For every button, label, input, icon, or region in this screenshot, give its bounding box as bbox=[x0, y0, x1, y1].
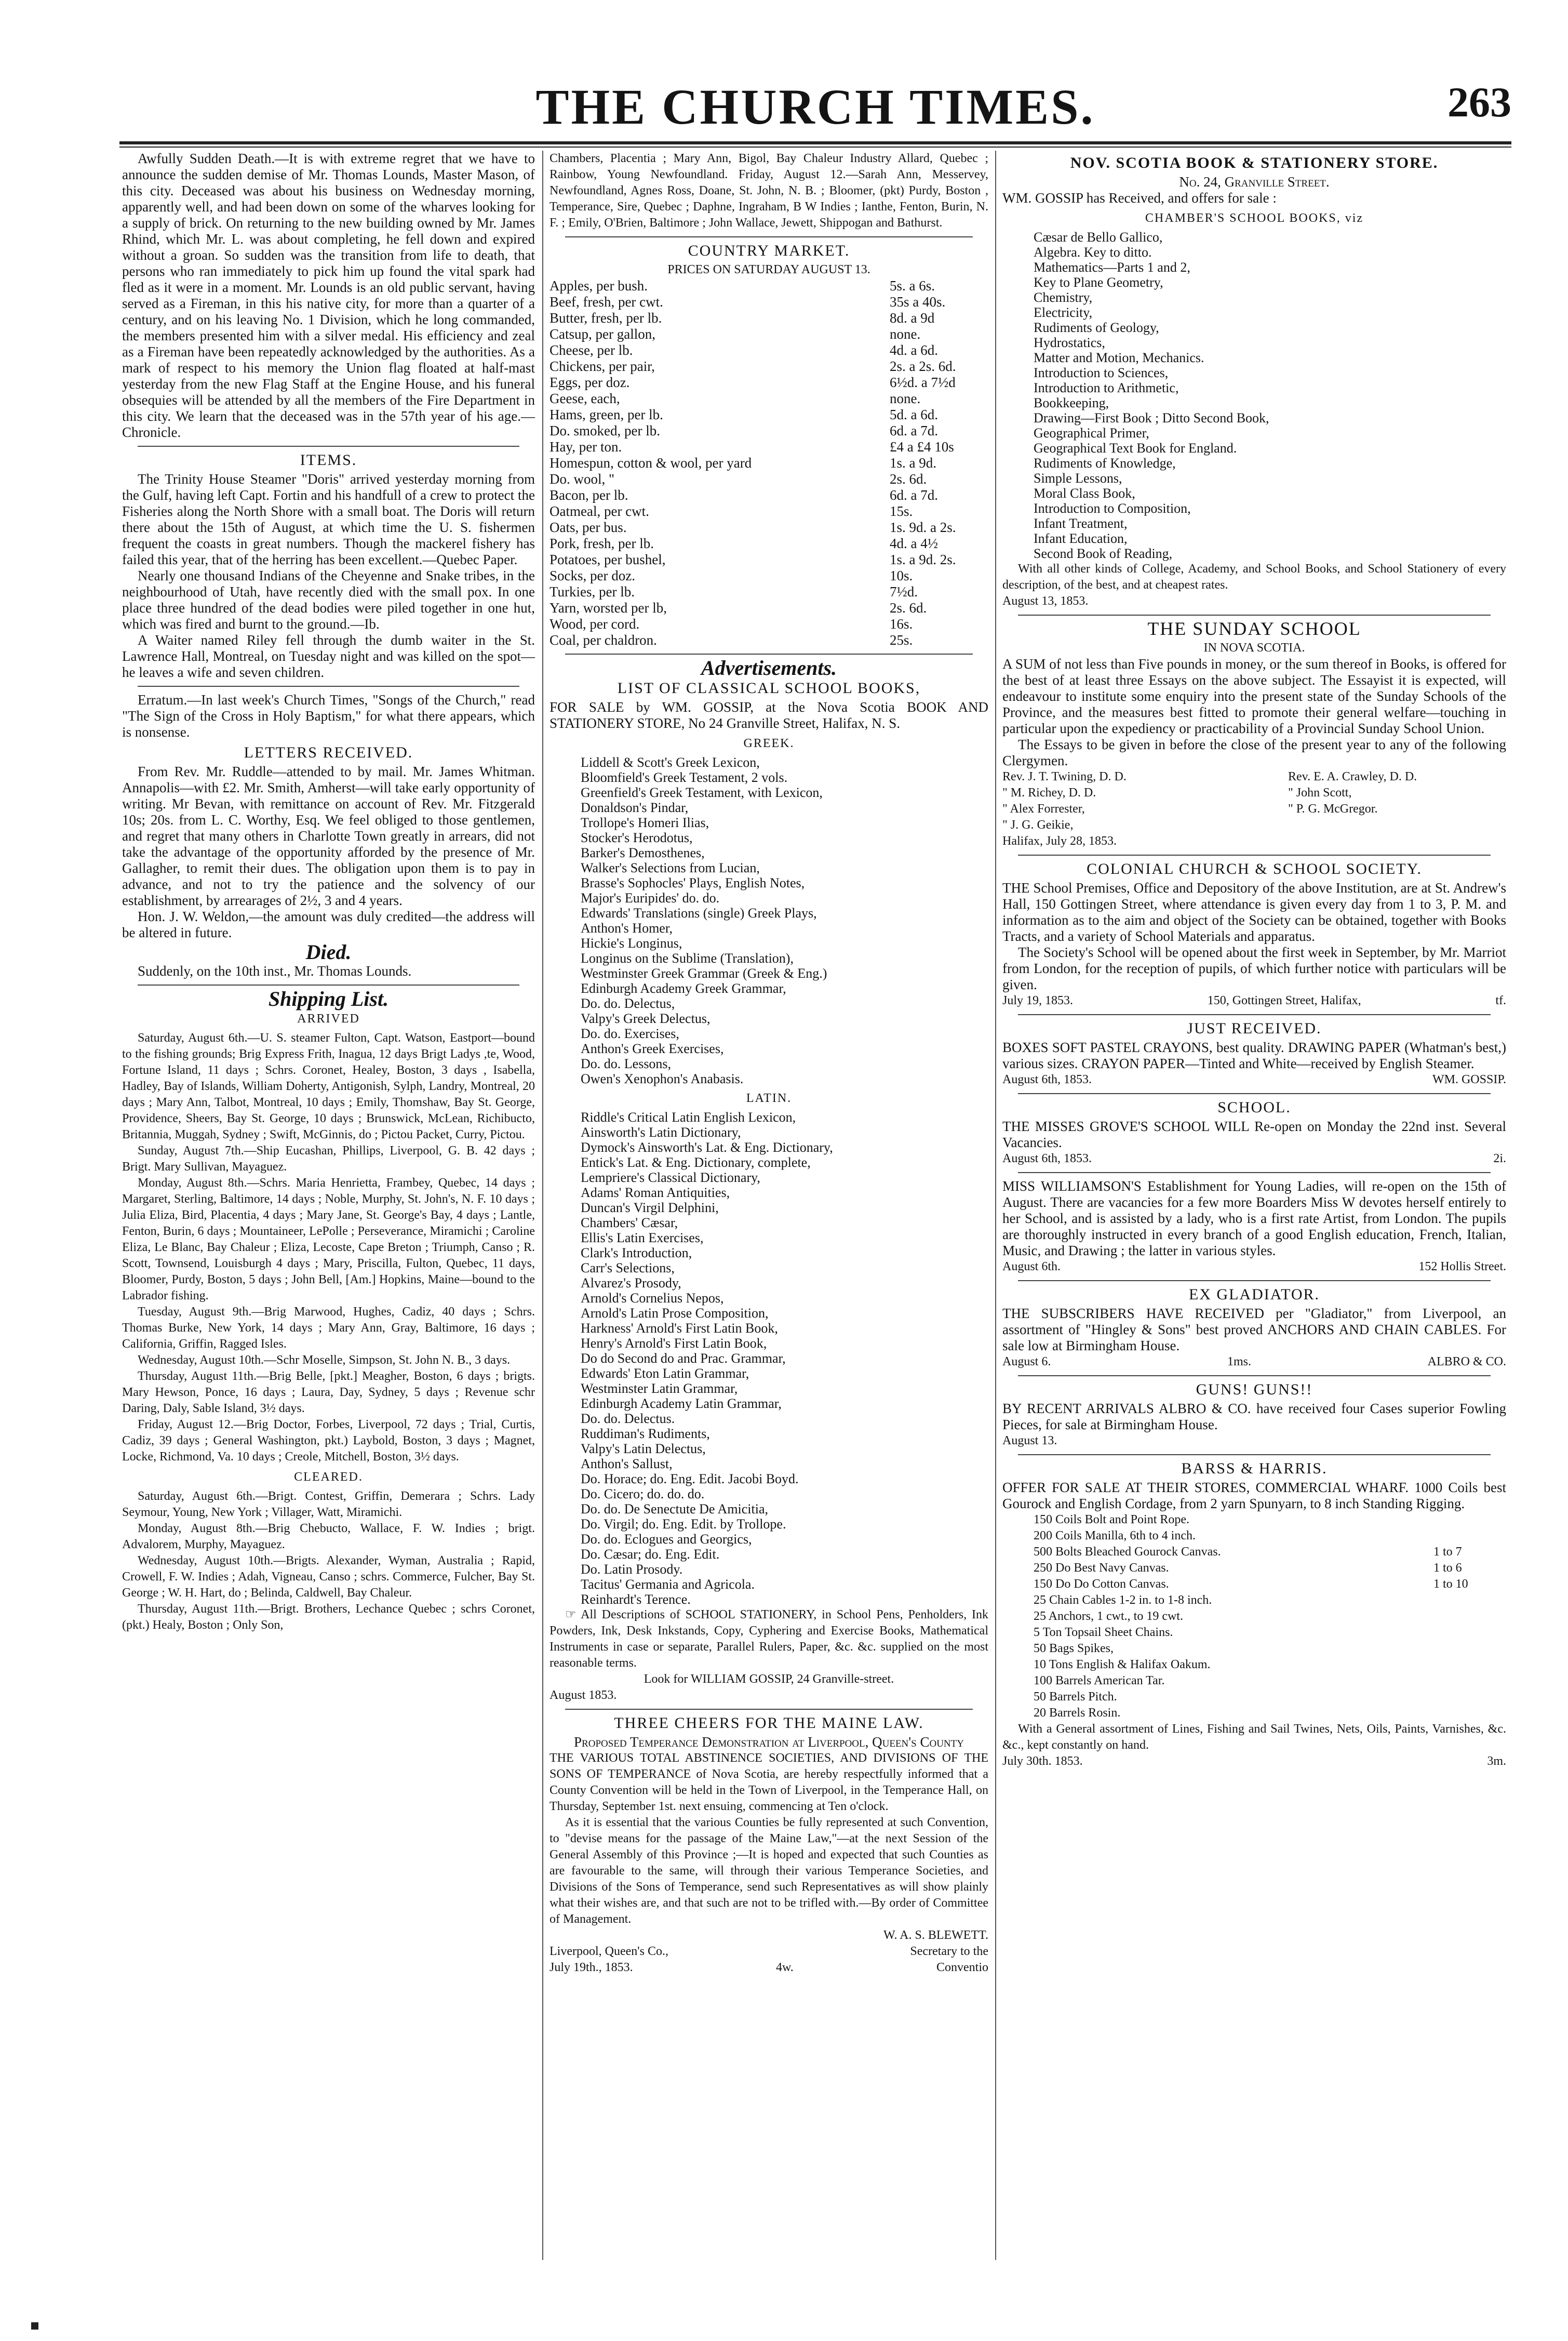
list-item: 200 Coils Manilla, 6th to 4 inch. bbox=[1034, 1529, 1196, 1542]
list-item: Longinus on the Sublime (Translation), bbox=[581, 951, 794, 966]
market-row: Oats, per bus. 1s. 9d. a 2s. bbox=[550, 520, 956, 535]
list-item: Adams' Roman Antiquities, bbox=[581, 1185, 730, 1200]
items-heading: ITEMS. bbox=[300, 451, 357, 469]
list-item: 20 Barrels Rosin. bbox=[1034, 1706, 1121, 1720]
list-item: Donaldson's Pindar, bbox=[581, 800, 689, 815]
list-item: Riddle's Critical Latin English Lexicon, bbox=[581, 1110, 796, 1125]
list-item: Chambers' Cæsar, bbox=[581, 1215, 678, 1230]
divider bbox=[1018, 615, 1491, 616]
list-item: Anthon's Greek Exercises, bbox=[581, 1041, 724, 1056]
list-item: Valpy's Greek Delectus, bbox=[581, 1011, 711, 1026]
gossip-intro: WM. GOSSIP has Received, and offers for sale : bbox=[1002, 190, 1277, 206]
column-2 bbox=[550, 151, 988, 1976]
list-item: Do. Latin Prosody. bbox=[581, 1562, 683, 1577]
arrival-entry: Thursday, August 11th.—Brig Belle, [pkt.] Meagher, Boston, 6 days ; brigts. Mary Hewson, Ponce, 16 days ; Laura, Day, Sydney, 5 days ; Revenue schr Daring, Daly, Sable Island, 3½ days. bbox=[122, 1369, 535, 1415]
divider bbox=[565, 1709, 973, 1710]
list-item: Second Book of Reading, bbox=[1034, 546, 1173, 561]
list-item: Anthon's Sallust, bbox=[581, 1456, 673, 1471]
clergy-row: Rev. J. T. Twining, D. D. Rev. E. A. Crawley, D. D. bbox=[1002, 770, 1417, 783]
list-item: Do. Virgil; do. Eng. Edit. by Trollope. bbox=[581, 1517, 786, 1532]
list-item: Ainsworth's Latin Dictionary, bbox=[581, 1125, 741, 1140]
market-row: Oatmeal, per cwt. 15s. bbox=[550, 503, 913, 519]
list-item: Entick's Lat. & Eng. Dictionary, complete, bbox=[581, 1155, 811, 1170]
list-item: Do. do. Eclogues and Georgics, bbox=[581, 1532, 752, 1547]
list-item: 5 Ton Topsail Sheet Chains. bbox=[1034, 1626, 1173, 1639]
market-row: Socks, per doz. 10s. bbox=[550, 568, 913, 583]
list-item: Clark's Introduction, bbox=[581, 1245, 692, 1260]
list-item: Edwards' Translations (single) Greek Plays, bbox=[581, 906, 817, 921]
divider bbox=[1018, 1172, 1491, 1173]
list-item: 250 Do Best Navy Canvas. 1 to 6 bbox=[1034, 1561, 1462, 1575]
colonial-heading: COLONIAL CHURCH & SCHOOL SOCIETY. bbox=[1087, 860, 1422, 877]
clergy-row: " M. Richey, D. D. " John Scott, bbox=[1002, 786, 1352, 800]
list-item: Matter and Motion, Mechanics. bbox=[1034, 350, 1204, 365]
list-item: Harkness' Arnold's First Latin Book, bbox=[581, 1321, 778, 1336]
market-row: Catsup, per gallon, none. bbox=[550, 326, 921, 342]
list-item: Valpy's Latin Delectus, bbox=[581, 1441, 706, 1456]
letters-text: From Rev. Mr. Ruddle—attended to by mail. Mr. James Whitman. Annapolis—with £2. Mr. Smith, Amherst—will take early opportunity of writing. Mr Bevan, with remittance on account of Rev. Mr. Fitzgerald 10s; 20s. from L. C. Worthy, Esq. We feel obliged to those gentlemen, and regret that many others in Charlotte Town greatly in arrears, did not take the advantage of the opportunity afforded by the presence of Mr. Gallagher, to remit their dues. The obligation upon them is to pay in advance, and not to try the patience and the solvency of our establishment, by arrearages of 2½, 3 and 4 years. bbox=[122, 764, 535, 908]
market-row: Wood, per cord. 16s. bbox=[550, 616, 913, 632]
cleared-entry: Saturday, August 6th.—Brigt. Contest, Griffin, Demerara ; Schrs. Lady Seymour, Young, New York ; Villager, Watt, Miramichi. bbox=[122, 1489, 535, 1519]
list-item: Key to Plane Geometry, bbox=[1034, 275, 1163, 290]
barss-heading: BARSS & HARRIS. bbox=[1181, 1460, 1328, 1477]
colonial-footer: July 19, 1853. 150, Gottingen Street, Halifax, tf. bbox=[1002, 994, 1506, 1007]
sunday-school-date: Halifax, July 28, 1853. bbox=[1002, 834, 1117, 848]
divider bbox=[138, 686, 519, 687]
list-item: Owen's Xenophon's Anabasis. bbox=[581, 1071, 744, 1086]
list-item: Carr's Selections, bbox=[581, 1260, 675, 1275]
sunday-school-text: A SUM of not less than Five pounds in money, or the sum thereof in Books, is offered for the best of at least three Essays on the above subject. The Essayist it is expected, will endeavour to institute some enquiry into the present state of the Sunday Schools of the Province, and the measures best fitted to promote their general welfare—touching in particular upon the expediency or practicability of a Provincial Sunday School Union. bbox=[1002, 656, 1506, 736]
letters-heading: LETTERS RECEIVED. bbox=[244, 744, 413, 761]
column-3 bbox=[1002, 151, 1506, 1770]
divider bbox=[1018, 1375, 1491, 1376]
died-text: Suddenly, on the 10th inst., Mr. Thomas Lounds. bbox=[138, 963, 412, 979]
williamson-text: MISS WILLIAMSON'S Establishment for Young Ladies, will re-open on the 15th of August. There are vacancies for a few more Boarders Miss W devotes herself entirely to her School, and is assisted by a lady, who is a first rate Artist, from London. The pupils are thoroughly instructed in every branch of a good English education, French, Italian, Music, and Drawing ; the latter in various styles. bbox=[1002, 1178, 1506, 1258]
list-item: Do do Second do and Prac. Grammar, bbox=[581, 1351, 786, 1366]
arrival-entry: Wednesday, August 10th.—Schr Moselle, Simpson, St. John N. B., 3 days. bbox=[138, 1353, 511, 1367]
list-item: 100 Barrels American Tar. bbox=[1034, 1674, 1165, 1687]
list-item: Dymock's Ainsworth's Lat. & Eng. Dictionary, bbox=[581, 1140, 833, 1155]
ex-gladiator-text: THE SUBSCRIBERS HAVE RECEIVED per "Gladiator," from Liverpool, an assortment of "Hingley & Sons" best proved ANCHORS AND CHAIN CABLES. For sale low at Birmingham House. bbox=[1002, 1306, 1506, 1353]
divider bbox=[565, 654, 973, 655]
list-item: 25 Chain Cables 1-2 in. to 1-8 inch. bbox=[1034, 1593, 1212, 1607]
list-item: Tacitus' Germania and Agricola. bbox=[581, 1577, 755, 1592]
list-item: 500 Bolts Bleached Gourock Canvas. 1 to 7 bbox=[1034, 1545, 1462, 1559]
maine-law-signature: W. A. S. BLEWETT. bbox=[883, 1928, 988, 1942]
stationery-note: ☞ All Descriptions of SCHOOL STATIONERY, in School Pens, Penholders, Ink Powders, Ink, Desk Inkstands, Copy, Cyphering and Exercise Books, Mathematical Instruments in case or separate, Parallel Rulers, Paper, &c. &c. supplied on the most reasonable terms. bbox=[550, 1608, 988, 1670]
list-item: Chemistry, bbox=[1034, 290, 1093, 305]
clergy-row: " Alex Forrester, " P. G. McGregor. bbox=[1002, 802, 1378, 816]
market-row: Homespun, cotton & wool, per yard 1s. a 9d. bbox=[550, 455, 936, 471]
list-item: Anthon's Homer, bbox=[581, 921, 673, 936]
list-item: 50 Bags Spikes, bbox=[1034, 1642, 1114, 1655]
list-item: Major's Euripides' do. do. bbox=[581, 890, 720, 906]
list-item: Bookkeeping, bbox=[1034, 395, 1109, 410]
latin-heading: LATIN. bbox=[746, 1092, 792, 1105]
list-item: Mathematics—Parts 1 and 2, bbox=[1034, 260, 1190, 275]
market-row: Pork, fresh, per lb. 4d. a 4½ bbox=[550, 536, 938, 551]
shipping-continued: Chambers, Placentia ; Mary Ann, Bigol, Bay Chaleur Industry Allard, Quebec ; Rainbow, Young Newfoundland. Friday, August 12.—Sarah Ann, Messervey, Newfoundland, Agnes Ross, Doane, St. John, N. B. ; Bloomer, (pkt) Purdy, Boston , Temperance, Sire, Quebec ; Daphne, Ingraham, B W Indies ; Ianthe, Fenton, Burin, N. F. ; Emily, O'Brien, Baltimore ; John Wallace, Jewett, Shippogan and Bathurst. bbox=[550, 152, 988, 230]
list-item: Drawing—First Book ; Ditto Second Book, bbox=[1034, 410, 1269, 425]
store-address: No. 24, Granville Street. bbox=[1179, 174, 1330, 190]
market-row: Apples, per bush. 5s. a 6s. bbox=[550, 278, 935, 294]
chambers-date: August 13, 1853. bbox=[1002, 594, 1089, 608]
list-item: 150 Coils Bolt and Point Rope. bbox=[1034, 1513, 1190, 1526]
just-received-heading: JUST RECEIVED. bbox=[1187, 1020, 1322, 1037]
market-row: Beef, fresh, per cwt. 35s a 40s. bbox=[550, 294, 946, 310]
list-item: Duncan's Virgil Delphini, bbox=[581, 1200, 719, 1215]
list-item: Infant Treatment, bbox=[1034, 516, 1128, 531]
list-item: Westminster Greek Grammar (Greek & Eng.) bbox=[581, 966, 827, 981]
books-intro: FOR SALE by WM. GOSSIP, at the Nova Scotia BOOK AND STATIONERY STORE, No 24 Granville Street, Halifax, N. S. bbox=[550, 699, 988, 731]
market-row: Potatoes, per bushel, 1s. a 9d. 2s. bbox=[550, 552, 956, 567]
maine-law-subheading: Proposed Temperance Demonstration at Liverpool, Queen's County bbox=[574, 1734, 964, 1750]
list-item: Edinburgh Academy Greek Grammar, bbox=[581, 981, 786, 996]
market-row: Do. wool, " 2s. 6d. bbox=[550, 471, 927, 487]
list-item: Geographical Text Book for England. bbox=[1034, 441, 1237, 456]
masthead bbox=[119, 78, 1511, 135]
list-item: Hickie's Longinus, bbox=[581, 936, 682, 951]
market-row: Butter, fresh, per lb. 8d. a 9d bbox=[550, 310, 935, 326]
market-row: Eggs, per doz. 6½d. a 7½d bbox=[550, 375, 956, 390]
school-text: THE MISSES GROVE'S SCHOOL WILL Re-open on Monday the 22nd inst. Several Vacancies. bbox=[1002, 1119, 1506, 1150]
divider bbox=[565, 236, 973, 237]
cleared-heading: CLEARED. bbox=[294, 1470, 363, 1484]
column-rule bbox=[995, 151, 996, 2260]
divider bbox=[1018, 1093, 1491, 1094]
list-item: Reinhardt's Terence. bbox=[581, 1592, 691, 1607]
market-row: Turkies, per lb. 7½d. bbox=[550, 584, 918, 600]
chambers-heading: CHAMBER'S SCHOOL BOOKS, viz bbox=[1145, 211, 1364, 225]
letters-text: Hon. J. W. Weldon,—the amount was duly credited—the address will be altered in future. bbox=[122, 909, 535, 940]
list-item: Do. do. De Senectute De Amicitia, bbox=[581, 1501, 769, 1517]
list-item: Do. do. Delectus, bbox=[581, 996, 675, 1011]
chambers-note: With all other kinds of College, Academy, and School Books, and School Stationery of every description, of the best, and at cheapest rates. bbox=[1002, 562, 1506, 592]
market-row: Hams, green, per lb. 5d. a 6d. bbox=[550, 407, 938, 422]
list-item: Henry's Arnold's First Latin Book, bbox=[581, 1336, 767, 1351]
divider bbox=[138, 985, 519, 986]
barss-list bbox=[1002, 1512, 1506, 1721]
news-item: Nearly one thousand Indians of the Cheyenne and Snake tribes, in the neighbourhood of Utah, have recently died with the small pox. In one place three hundred of the dead bodies were piled together in one hut, which was fired and burnt to the ground.—Ib. bbox=[122, 568, 535, 632]
sunday-school-heading: THE SUNDAY SCHOOL bbox=[1147, 618, 1361, 639]
greek-heading: GREEK. bbox=[743, 737, 795, 750]
died-heading: Died. bbox=[305, 940, 352, 964]
maine-law-footer: Liverpool, Queen's Co., Secretary to the bbox=[550, 1945, 988, 1958]
barss-footer: July 30th. 1853. 3m. bbox=[1002, 1754, 1506, 1768]
williamson-footer: August 6th. 152 Hollis Street. bbox=[1002, 1260, 1506, 1273]
market-row: Geese, each, none. bbox=[550, 391, 921, 406]
sunday-school-text: The Essays to be given in before the close of the present year to any of the following Clergymen. bbox=[1002, 737, 1506, 768]
market-heading: COUNTRY MARKET. bbox=[688, 242, 850, 259]
list-item: Trollope's Homeri Ilias, bbox=[581, 815, 709, 830]
maine-law-text: THE VARIOUS TOTAL ABSTINENCE SOCIETIES, AND DIVISIONS OF THE SONS OF TEMPERANCE of Nova Scotia, are hereby respectfully informed that a County Convention will be held in the Town of Liverpool, in the Temperance Hall, on Thursday, September 1st. next ensuing, commencing at Ten o'clock. bbox=[550, 1751, 988, 1813]
erratum: Erratum.—In last week's Church Times, "Songs of the Church," read "The Sign of the Cross in Holy Baptism," for what there appears, which is nonsense. bbox=[122, 692, 535, 740]
list-item: Greenfield's Greek Testament, with Lexicon, bbox=[581, 785, 823, 800]
list-item: Barker's Demosthenes, bbox=[581, 845, 705, 860]
list-item: Simple Lessons, bbox=[1034, 471, 1122, 486]
list-item: Infant Education, bbox=[1034, 531, 1128, 546]
list-item: 150 Do Do Cotton Canvas. 1 to 10 bbox=[1034, 1577, 1468, 1591]
divider bbox=[1018, 1014, 1491, 1015]
maine-law-footer: July 19th., 1853. 4w. Conventio bbox=[550, 1961, 988, 1974]
store-heading: NOV. SCOTIA BOOK & STATIONERY STORE. bbox=[1070, 154, 1439, 171]
maine-law-heading: THREE CHEERS FOR THE MAINE LAW. bbox=[614, 1714, 924, 1732]
arrival-entry: Sunday, August 7th.—Ship Eucashan, Phillips, Liverpool, G. B. 42 days ; Brigt. Mary Sullivan, Mayaguez. bbox=[122, 1144, 535, 1174]
list-item: Introduction to Arithmetic, bbox=[1034, 380, 1179, 395]
list-item: Geographical Primer, bbox=[1034, 425, 1149, 441]
arrival-entry: Tuesday, August 9th.—Brig Marwood, Hughes, Cadiz, 40 days ; Schrs. Thomas Burke, New York, 14 days ; Mary Ann, Gray, Baltimore, 16 days ; California, Griffin, Ragged Isles. bbox=[122, 1305, 535, 1351]
list-item: Brasse's Sophocles' Plays, English Notes, bbox=[581, 875, 805, 890]
books-heading: LIST OF CLASSICAL SCHOOL BOOKS, bbox=[617, 680, 921, 697]
guns-heading: GUNS! GUNS!! bbox=[1196, 1381, 1313, 1398]
list-item: Hydrostatics, bbox=[1034, 335, 1105, 350]
cleared-entry: Thursday, August 11th.—Brigt. Brothers, Lechance Quebec ; schrs Coronet, (pkt.) Healy, Boston ; Only Son, bbox=[122, 1602, 535, 1632]
arrived-heading: ARRIVED bbox=[297, 1012, 360, 1026]
school-footer: August 6th, 1853. 2i. bbox=[1002, 1152, 1506, 1165]
list-item: Do. Cicero; do. do. do. bbox=[581, 1486, 705, 1501]
divider bbox=[138, 446, 519, 447]
market-row: Hay, per ton. £4 a £4 10s bbox=[550, 439, 954, 455]
list-item: Stocker's Herodotus, bbox=[581, 830, 693, 845]
advertisements-heading: Advertisements. bbox=[701, 656, 837, 680]
list-item: Bloomfield's Greek Testament, 2 vols. bbox=[581, 770, 788, 785]
column-rule bbox=[542, 151, 543, 2260]
news-item: The Trinity House Steamer "Doris" arrived yesterday morning from the Gulf, having left Capt. Fortin and his handfull of a crew to protect the Fisheries along the North Shore with a small boat. The Doris will return there about the 15th of August, at which time the U. S. fishermen frequent the coasts in great numbers. Though the mackerel fishery has failed this year, that of the herring has been excellent.—Quebec Paper. bbox=[122, 471, 535, 567]
list-item: 50 Barrels Pitch. bbox=[1034, 1690, 1117, 1704]
market-row: Cheese, per lb. 4d. a 6d. bbox=[550, 342, 938, 358]
list-item: Introduction to Sciences, bbox=[1034, 365, 1169, 380]
arrival-entry: Saturday, August 6th.—U. S. steamer Fulton, Capt. Watson, Eastport—bound to the fishing grounds; Brig Express Frith, Inagua, 12 days Brigt Ladys ,te, Wood, Fortune Island, 11 days ; Schrs. Coronet, Healey, Boston, 3 days , Isabella, Hadley, Bay of Islands, William Doherty, Antigonish, Sylph, Landry, Montreal, 20 days ; Mary Ann, Talbot, Montreal, 10 days ; Emily, Thomshaw, Bay St. George, Providence, Sheers, Bay St. George, 10 days ; Brunswick, McLean, Richibucto, Britannia, Muggah, Sydney ; Swift, McGinnis, do ; Pictou Packet, Curry, Pictou. bbox=[122, 1031, 535, 1141]
list-item: Ellis's Latin Exercises, bbox=[581, 1230, 704, 1245]
list-item: Do. do. Delectus. bbox=[581, 1411, 675, 1426]
chambers-book-list bbox=[1002, 230, 1506, 561]
stationery-date: August 1853. bbox=[550, 1688, 617, 1702]
list-item: Do. Horace; do. Eng. Edit. Jacobi Boyd. bbox=[581, 1471, 799, 1486]
cleared-entry: Monday, August 8th.—Brig Chebucto, Wallace, F. W. Indies ; brigt. Advalorem, Murphy, Mayaguez. bbox=[122, 1522, 535, 1551]
list-item: Arnold's Cornelius Nepos, bbox=[581, 1291, 724, 1306]
shipping-heading: Shipping List. bbox=[268, 987, 389, 1010]
list-item: Algebra. Key to ditto. bbox=[1034, 245, 1152, 260]
colonial-text: The Society's School will be opened about the first week in September, by Mr. Marriot from London, for the reception of pupils, of which further notice with particulars will be given. bbox=[1002, 945, 1506, 992]
list-item: Rudiments of Geology, bbox=[1034, 320, 1159, 335]
column-1 bbox=[122, 151, 535, 1633]
masthead-rule bbox=[119, 141, 1511, 148]
market-row: Bacon, per lb. 6d. a 7d. bbox=[550, 487, 938, 503]
market-row: Yarn, worsted per lb, 2s. 6d. bbox=[550, 600, 927, 616]
just-received-text: BOXES SOFT PASTEL CRAYONS, best quality. DRAWING PAPER (Whatman's best,) various sizes. CRAYON PAPER—Tinted and White—received by English Steamer. bbox=[1002, 1040, 1506, 1071]
list-item: Alvarez's Prosody, bbox=[581, 1275, 681, 1291]
list-item: Do. do. Exercises, bbox=[581, 1026, 679, 1041]
list-item: 25 Anchors, 1 cwt., to 19 cwt. bbox=[1034, 1610, 1183, 1623]
arrival-entry: Friday, August 12.—Brig Doctor, Forbes, Liverpool, 72 days ; Trial, Curtis, Cadiz, 39 days ; General Washington, pkt.) Laybold, Boston, 3 days ; Magnet, Locke, Richmond, Va. 10 days ; Creole, Mitchell, Boston, 3½ days. bbox=[122, 1418, 535, 1464]
guns-text: BY RECENT ARRIVALS ALBRO & CO. have received four Cases superior Fowling Pieces, for sale at Birmingham House. bbox=[1002, 1401, 1506, 1432]
clergy-row: " J. G. Geikie, bbox=[1002, 818, 1074, 832]
barss-text: OFFER FOR SALE AT THEIR STORES, COMMERCIAL WHARF. 1000 Coils best Gourock and English Cordage, from 2 yarn Spunyarn, to 8 inch Standing Rigging. bbox=[1002, 1480, 1506, 1511]
list-item: Liddell & Scott's Greek Lexicon, bbox=[581, 755, 760, 770]
market-row: Chickens, per pair, 2s. a 2s. 6d. bbox=[550, 358, 956, 374]
list-item: Electricity, bbox=[1034, 305, 1093, 320]
sunday-school-subheading: IN NOVA SCOTIA. bbox=[1203, 641, 1305, 655]
corner-mark bbox=[31, 2322, 38, 2330]
list-item: Do. Cæsar; do. Eng. Edit. bbox=[581, 1547, 720, 1562]
list-item: Arnold's Latin Prose Composition, bbox=[581, 1306, 769, 1321]
market-subheading: PRICES ON SATURDAY AUGUST 13. bbox=[667, 263, 870, 276]
ex-gladiator-footer: August 6. 1ms. ALBRO & CO. bbox=[1002, 1355, 1506, 1368]
guns-date: August 13. bbox=[1002, 1434, 1057, 1447]
arrival-entry: Monday, August 8th.—Schrs. Maria Henrietta, Frambey, Quebec, 14 days ; Margaret, Sterling, Baltimore, 14 days ; Noble, Murphy, St. John's, N. F. 10 days ; Julia Eliza, Bird, Placentia, 4 days ; Mary Jane, St. George's Bay, 4 days ; Lantle, Fenton, Burin, 6 days ; Mountaineer, LePolle ; Perseverance, Miramichi ; Caroline Eliza, Le Blanc, Bay Chaleur ; Eliza, Lecoste, Cape Breton ; Triumph, Canso ; R. Scott, Townsend, Louisburgh 4 days ; Mary, Priscilla, Fulton, Quebec, 11 days, Bloomer, Purdy, Boston, 5 days ; John Bell, [Am.] Hopkins, Maine—bound to the Labrador fishing. bbox=[122, 1176, 535, 1302]
list-item: Introduction to Composition, bbox=[1034, 501, 1191, 516]
list-item: Ruddiman's Rudiments, bbox=[581, 1426, 710, 1441]
school-heading: SCHOOL. bbox=[1217, 1099, 1291, 1116]
greek-book-list bbox=[550, 755, 988, 1086]
list-item: Walker's Selections from Lucian, bbox=[581, 860, 760, 875]
stationery-look: Look for WILLIAM GOSSIP, 24 Granville-street. bbox=[644, 1672, 894, 1686]
just-received-footer: August 6th, 1853. WM. GOSSIP. bbox=[1002, 1073, 1506, 1086]
maine-law-text: As it is essential that the various Counties be fully represented at such Convention, to "devise means for the passage of the Maine Law,"—at the next Session of the General Assembly of this Province ;—It is hoped and expected that such Counties as are favourable to the same, will through their various Temperance Societies, and Divisions of the Sons of Temperance, send such Representatives as will show plainly what their wishes are, and that such are not to be trifled with.—By order of Committee of Management. bbox=[550, 1816, 988, 1926]
divider bbox=[1018, 855, 1491, 856]
list-item: Edinburgh Academy Latin Grammar, bbox=[581, 1396, 782, 1411]
list-item: 10 Tons English & Halifax Oakum. bbox=[1034, 1658, 1211, 1671]
ex-gladiator-heading: EX GLADIATOR. bbox=[1188, 1286, 1320, 1303]
market-row: Coal, per chaldron. 25s. bbox=[550, 632, 913, 648]
list-item: Lempriere's Classical Dictionary, bbox=[581, 1170, 760, 1185]
list-item: Edwards' Eton Latin Grammar, bbox=[581, 1366, 749, 1381]
colonial-text: THE School Premises, Office and Depository of the above Institution, are at St. Andrew's Hall, 150 Gottingen Street, where attendance is given every day from 1 to 3, P. M. and information as to the aim and object of the Society can be obtained, together with Books Tracts, and a variety of School Materials and apparatus. bbox=[1002, 880, 1506, 944]
list-item: Westminster Latin Grammar, bbox=[581, 1381, 738, 1396]
list-item: Rudiments of Knowledge, bbox=[1034, 456, 1176, 471]
latin-book-list bbox=[550, 1110, 988, 1607]
page-number: 263 bbox=[1448, 78, 1511, 126]
divider bbox=[1018, 1280, 1491, 1281]
market-table bbox=[550, 278, 988, 648]
list-item: Do. do. Lessons, bbox=[581, 1056, 672, 1071]
cleared-entry: Wednesday, August 10th.—Brigts. Alexander, Wyman, Australia ; Rapid, Crowell, F. W. Indies ; Adah, Vigneau, Canso ; schrs. Commerce, Fulcher, Bay St. George ; W. H. Hart, do ; Belinda, Caldwell, Bay Chaleur. bbox=[122, 1554, 535, 1600]
list-item: Moral Class Book, bbox=[1034, 486, 1135, 501]
market-row: Do. smoked, per lb. 6d. a 7d. bbox=[550, 423, 938, 438]
divider bbox=[1018, 1454, 1491, 1455]
newspaper-title: THE CHURCH TIMES. bbox=[535, 79, 1095, 135]
barss-note: With a General assortment of Lines, Fishing and Sail Twines, Nets, Oils, Paints, Varnishes, &c. &c., kept constantly on hand. bbox=[1002, 1722, 1506, 1752]
death-notice: Awfully Sudden Death.—It is with extreme regret that we have to announce the sudden demise of Mr. Thomas Lounds, Master Mason, of this city. Deceased was about his business on Wednesday morning, apparently well, and had been down on some of the wharves looking for a supply of brick. On returning to the new building owned by Mr. James Rhind, which Mr. L. was about completing, he fell down and expired without a groan. So sudden was the transition from life to death, that persons who ran immediately to pick him up found the vital spark had fled as it were in a moment. Mr. Lounds is an old public servant, having served as a Fireman, in this his native city, for more than a quarter of a century, and on his leaving No. 1 Division, which he long commanded, the members presented him with a silver medal. His efficiency and zeal as a Fireman have been repeatedly acknowledged by the authorities. As a mark of respect to his memory the Union flag floated at half-mast yesterday from the new Flag Staff at the Engine House, and his funeral obsequies will be attended by all the members of the Fire Department in this city. We learn that the deceased was in the 57th year of his age.—Chronicle. bbox=[122, 151, 535, 440]
news-item: A Waiter named Riley fell through the dumb waiter in the St. Lawrence Hall, Montreal, on Tuesday night and was killed on the spot—he leaves a wife and seven children. bbox=[122, 632, 535, 680]
list-item: Cæsar de Bello Gallico, bbox=[1034, 230, 1163, 245]
